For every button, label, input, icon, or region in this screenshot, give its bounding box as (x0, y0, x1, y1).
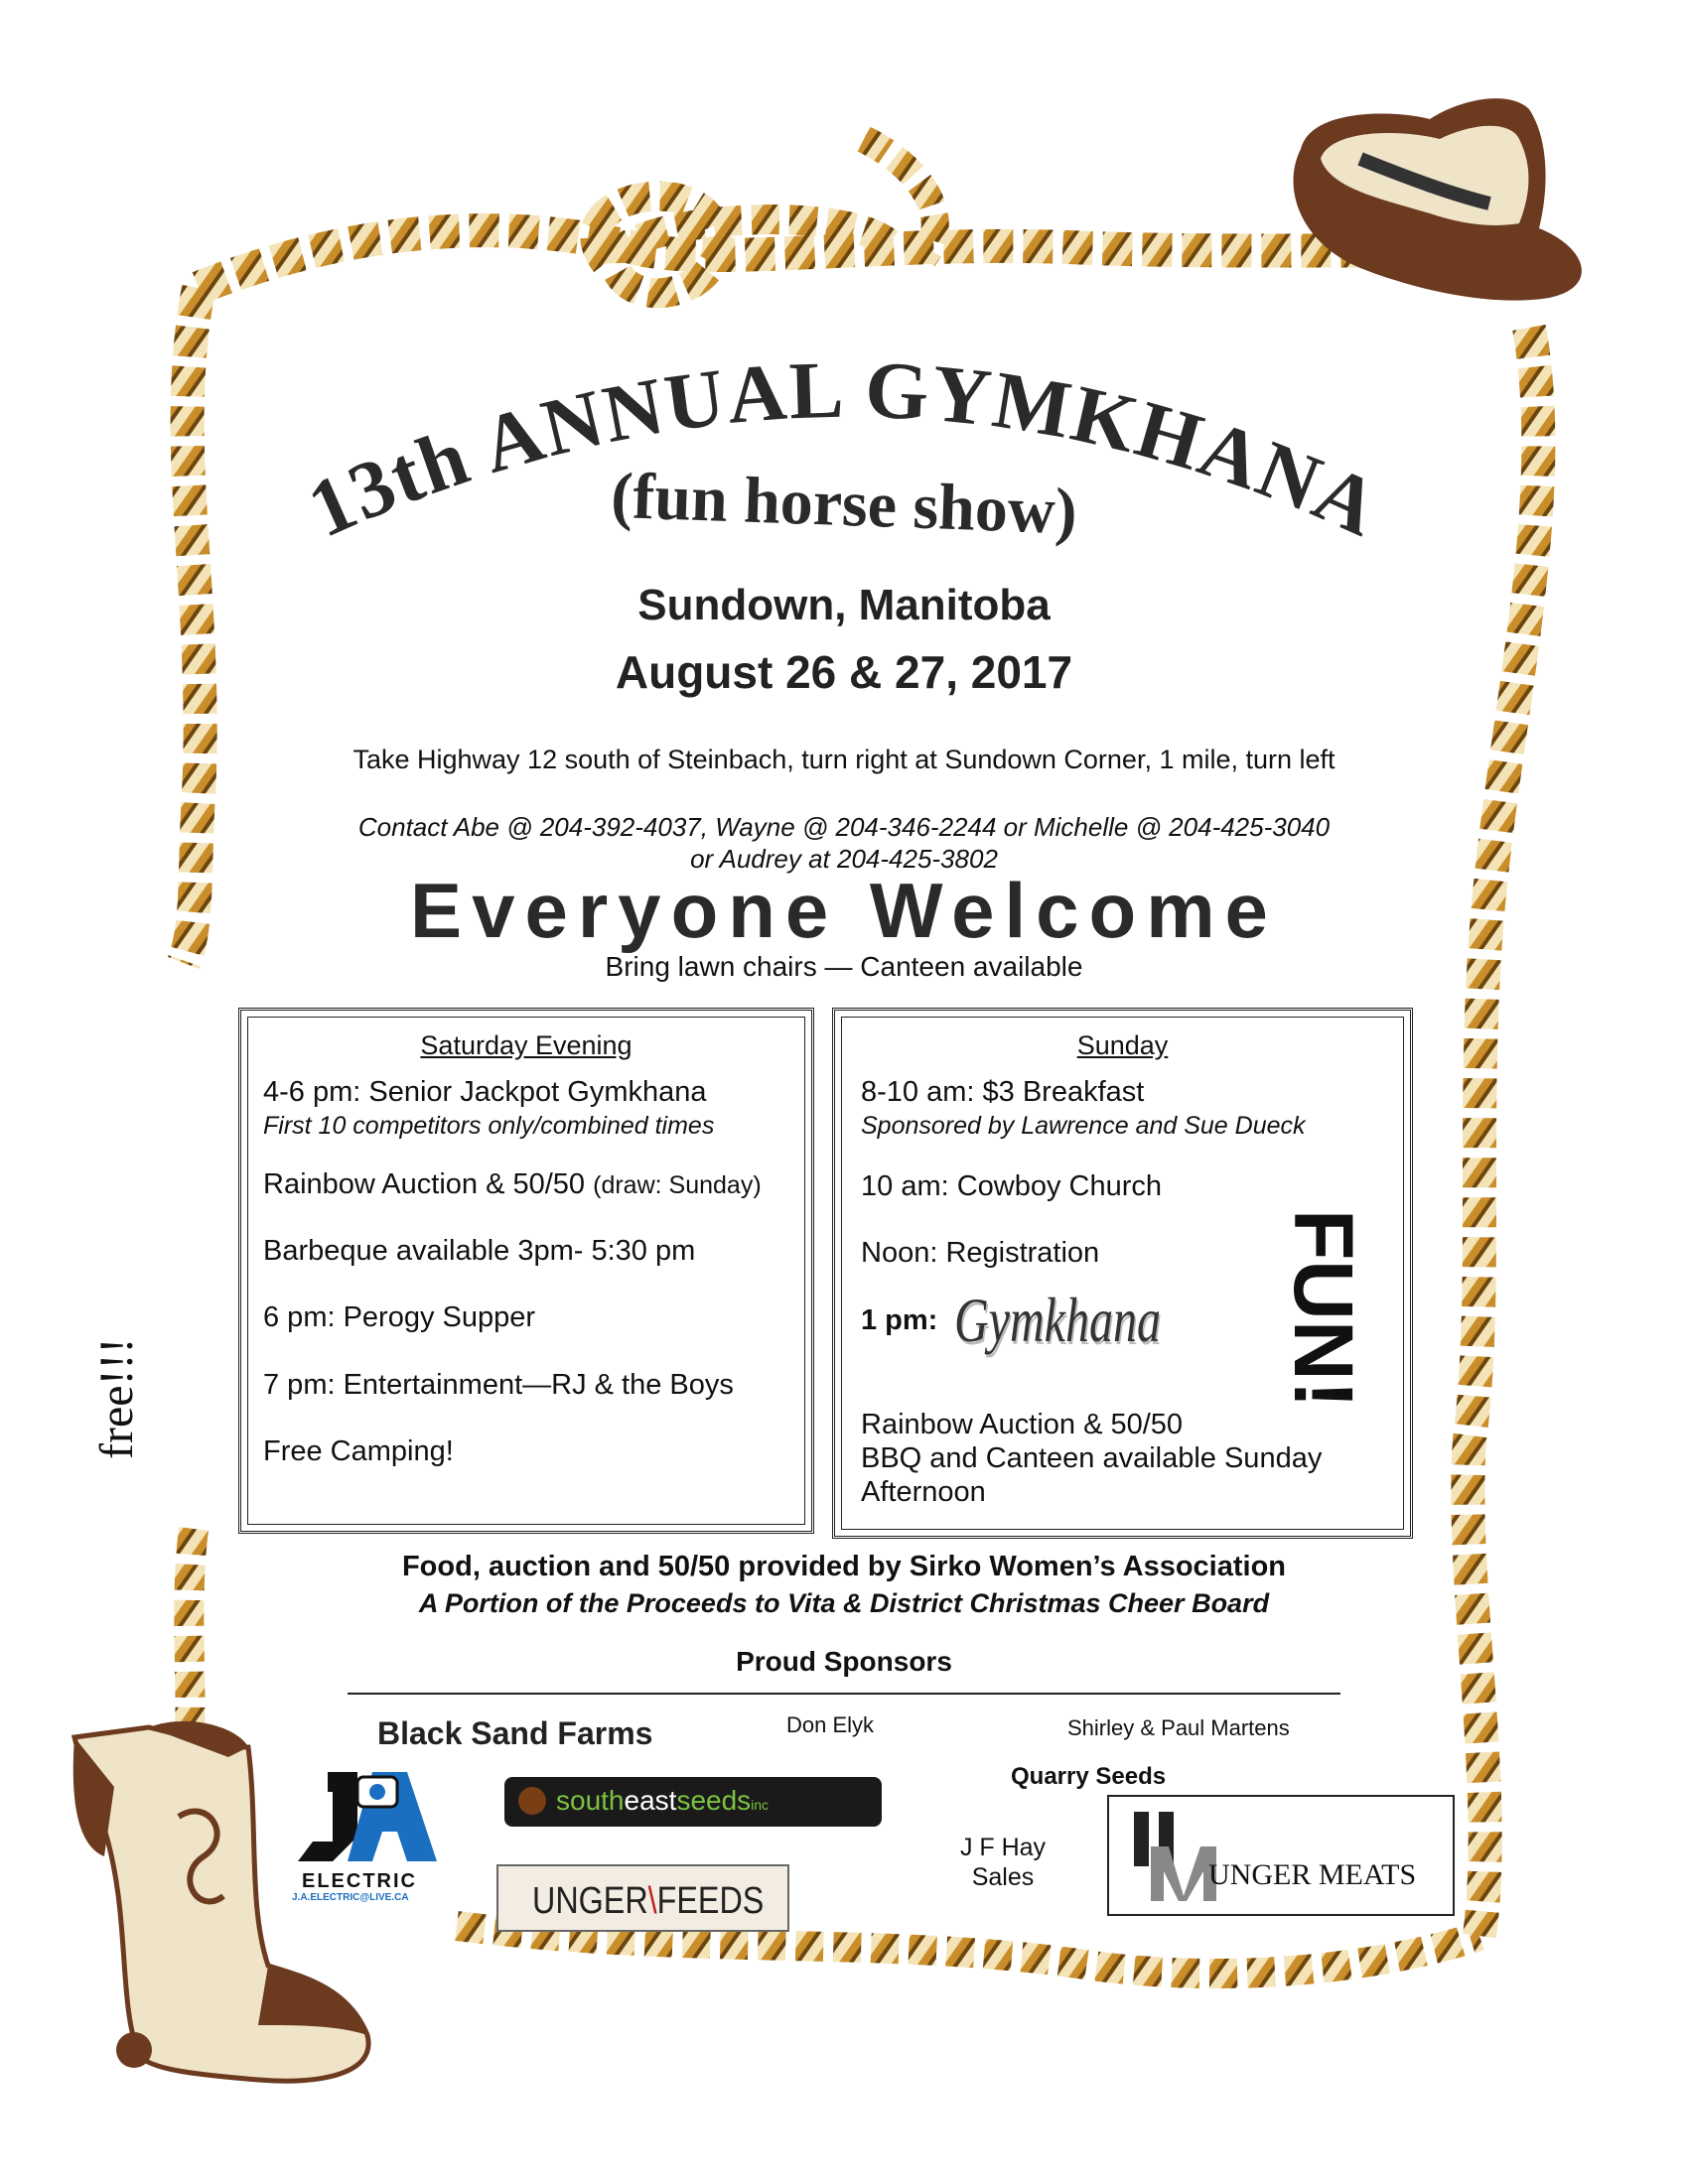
sponsor-black-sand-farms: Black Sand Farms (377, 1715, 653, 1751)
unger-feeds-logo: UNGER\FEEDS (496, 1864, 789, 1932)
sunday-item-church: 10 am: Cowboy Church (861, 1170, 1163, 1202)
saturday-item-jackpot-note: First 10 competitors only/combined times (263, 1112, 715, 1140)
saturday-item-auction: Rainbow Auction & 50/50 (draw: Sunday) (263, 1168, 762, 1200)
bring-chairs-note: Bring lawn chairs — Canteen available (605, 951, 1083, 982)
event-dates: August 26 & 27, 2017 (615, 646, 1073, 698)
ja-electric-logo: ELECTRIC J.A.ELECTRIC@LIVE.CA (288, 1767, 447, 1906)
location: Sundown, Manitoba (637, 581, 1051, 629)
saturday-item-supper: 6 pm: Perogy Supper (263, 1301, 536, 1333)
sunday-item-breakfast-note: Sponsored by Lawrence and Sue Dueck (861, 1112, 1306, 1140)
proceeds-line: A Portion of the Proceeds to Vita & District Christmas Cheer Board (418, 1588, 1270, 1618)
title-line2: (fun horse show) (610, 459, 1078, 549)
ja-electric-mark-icon (288, 1767, 447, 1876)
food-provider-line: Food, auction and 50/50 provided by Sirko Women’s Association (401, 1551, 1287, 1582)
sunday-item-gymkhana: Gymkhana (954, 1285, 1161, 1355)
sponsors-divider (348, 1693, 1340, 1695)
saturday-item-entertainment: 7 pm: Entertainment—RJ & the Boys (263, 1369, 734, 1401)
sunday-item-breakfast: 8-10 am: $3 Breakfast (861, 1076, 1145, 1108)
saturday-item-jackpot: 4-6 pm: Senior Jackpot Gymkhana (263, 1076, 707, 1108)
sunday-item-canteen: BBQ and Canteen available Sunday (861, 1442, 1323, 1474)
saturday-item-bbq: Barbeque available 3pm- 5:30 pm (263, 1235, 696, 1267)
directions: Take Highway 12 south of Steinbach, turn right at Sundown Corner, 1 mile, turn left (352, 745, 1336, 774)
sponsor-jf-hay: J F Hay Sales (959, 1834, 1047, 1891)
sunday-item-registration: Noon: Registration (861, 1237, 1100, 1269)
sunday-item-afternoon: Afternoon (861, 1476, 986, 1508)
title-line1: 13th ANNUAL GYMKHANA (295, 343, 1394, 555)
sponsor-martens: Shirley & Paul Martens (1067, 1715, 1290, 1740)
sponsor-don-elyk: Don Elyk (786, 1712, 875, 1737)
sunday-heading: Sunday (1076, 1030, 1169, 1060)
saturday-box (238, 1008, 814, 1534)
sponsor-quarry-seeds: Quarry Seeds (1011, 1763, 1167, 1790)
contact-line1: Contact Abe @ 204-392-4037, Wayne @ 204-346-2244 or Michelle @ 204-425-3040 (357, 812, 1331, 842)
sunday-item-auction: Rainbow Auction & 50/50 (861, 1409, 1184, 1440)
fun-label: FUN! (1277, 1209, 1370, 1409)
sponsors-heading: Proud Sponsors (736, 1646, 952, 1677)
unger-meats-mark-icon (1129, 1807, 1218, 1906)
southeast-seeds-logo: southeastseedsinc (504, 1777, 882, 1827)
sunday-box (832, 1008, 1413, 1539)
unger-meats-logo: UNGER MEATS (1107, 1795, 1455, 1916)
seed-icon (518, 1787, 546, 1815)
saturday-item-camping: Free Camping! (263, 1435, 454, 1467)
free-label: free!!! (90, 1337, 143, 1459)
saturday-heading: Saturday Evening (420, 1030, 633, 1060)
sunday-item-gymkhana-time: 1 pm: (861, 1304, 938, 1336)
everyone-welcome: Everyone Welcome (410, 867, 1278, 954)
contact-line2: or Audrey at 204-425-3802 (690, 844, 998, 874)
